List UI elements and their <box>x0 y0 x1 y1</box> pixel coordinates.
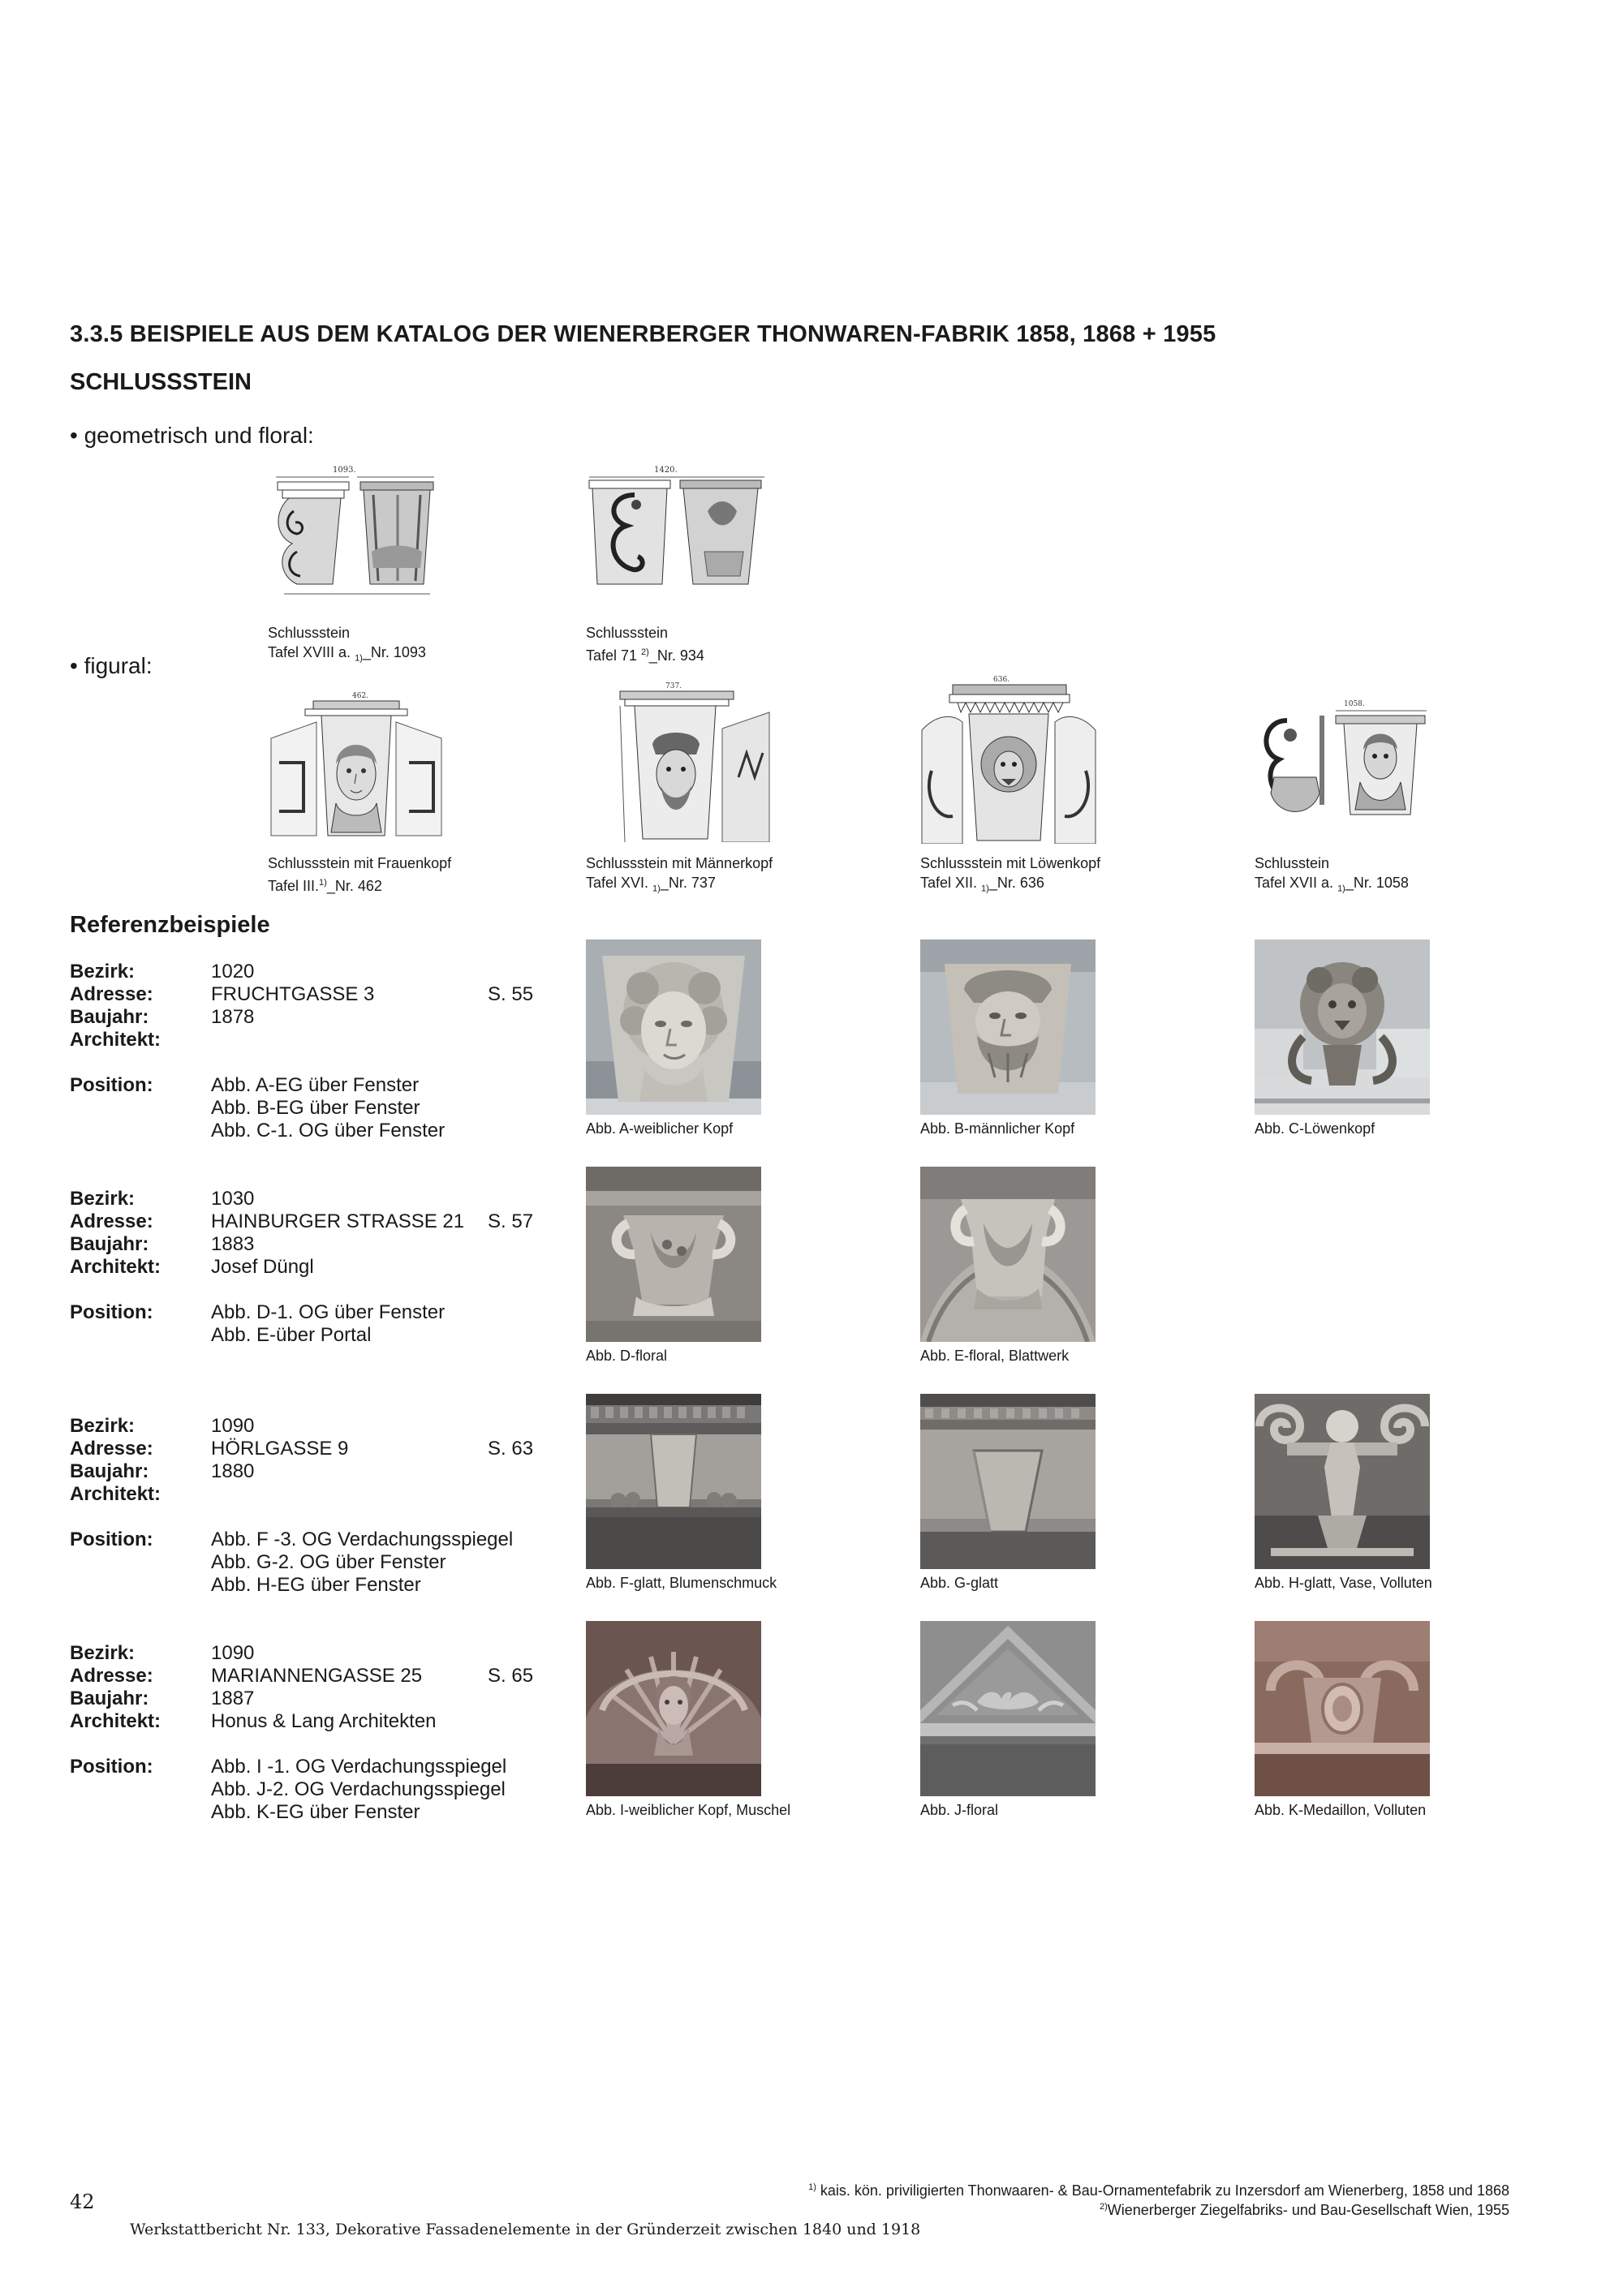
photo-a-female-head <box>586 939 761 1115</box>
photo-g-smooth <box>920 1394 1096 1569</box>
photo-caption: Abb. C-Löwenkopf <box>1255 1120 1375 1137</box>
adresse-label: Adresse: <box>70 983 153 1005</box>
catalog-caption: Schlussstein Tafel XVIII a. $_{1)}$_Nr. 1093 <box>268 625 426 664</box>
adresse-value: HAINBURGER STRASSE 21 <box>211 1210 465 1232</box>
page-ref: S. 63 <box>488 1438 534 1460</box>
catalog-caption: Schlussstein Tafel 71 $^{2)}$_Nr. 934 <box>586 625 704 664</box>
position-item: Abb. B-EG über Fenster <box>211 1097 420 1119</box>
position-item: Abb. C-1. OG über Fenster <box>211 1120 446 1142</box>
architekt-value: Honus & Lang Architekten <box>211 1710 437 1732</box>
photo-e-floral-foliage <box>920 1167 1096 1342</box>
page-ref: S. 57 <box>488 1210 534 1232</box>
catalog-sketch-1058 <box>1255 696 1430 826</box>
photo-caption: Abb. H-glatt, Vase, Volluten <box>1255 1575 1432 1591</box>
position-item: Abb. J-2. OG Verdachungsspiegel <box>211 1778 506 1800</box>
references-title: Referenzbeispiele <box>70 912 270 938</box>
plate-number-label: 737. <box>665 682 682 690</box>
bezirk-label: Bezirk: <box>70 961 136 982</box>
position-item: Abb. F -3. OG Verdachungsspiegel <box>211 1529 514 1550</box>
position-item: Abb. E-über Portal <box>211 1324 372 1346</box>
adresse-label: Adresse: <box>70 1438 153 1460</box>
bezirk-label: Bezirk: <box>70 1415 136 1437</box>
catalog-caption: Schlusstein Tafel XVII a. $_{1)}$_Nr. 1058 <box>1255 855 1409 894</box>
photo-caption: Abb. B-männlicher Kopf <box>920 1120 1075 1137</box>
footnote-2: $^{2)}$Wienerberger Ziegelfabriks- und Bau-Gesellschaft Wien, 1955 <box>1099 2202 1509 2218</box>
adresse-label: Adresse: <box>70 1665 153 1687</box>
adresse-value: FRUCHTGASSE 3 <box>211 983 375 1005</box>
baujahr-label: Baujahr: <box>70 1006 149 1028</box>
page-number: 42 <box>70 2191 95 2213</box>
plate-number-label: 1420. <box>654 466 678 475</box>
bezirk-value: 1030 <box>211 1188 255 1210</box>
plate-number-label: 1093. <box>333 466 356 475</box>
catalog-caption: Schlussstein mit Löwenkopf Tafel XII. $_{1)}$_Nr. 636 <box>920 855 1101 894</box>
photo-k-medallion-volutes <box>1255 1621 1430 1796</box>
position-item: Abb. H-EG über Fenster <box>211 1574 421 1596</box>
footnote-1: $^{1)}$ kais. kön. priviligierten Thonwaaren- & Bau-Ornamentefabrik zu Inzersdorf am Wienerberg, 1858 und 1868 <box>808 2182 1509 2199</box>
adresse-label: Adresse: <box>70 1210 153 1232</box>
architekt-value: Josef Düngl <box>211 1256 314 1278</box>
baujahr-value: 1883 <box>211 1233 255 1255</box>
architekt-label: Architekt: <box>70 1483 161 1505</box>
adresse-value: MARIANNENGASSE 25 <box>211 1665 423 1687</box>
plate-number-label: 462. <box>352 692 369 700</box>
baujahr-label: Baujahr: <box>70 1460 149 1482</box>
position-label: Position: <box>70 1529 153 1550</box>
photo-i-female-head-shell <box>586 1621 761 1796</box>
baujahr-label: Baujahr: <box>70 1233 149 1255</box>
baujahr-value: 1880 <box>211 1460 255 1482</box>
position-item: Abb. I -1. OG Verdachungsspiegel <box>211 1756 507 1778</box>
catalog-sketch-636 <box>920 673 1097 844</box>
photo-h-smooth-vase-volutes <box>1255 1394 1430 1569</box>
photo-caption: Abb. I-weiblicher Kopf, Muschel <box>586 1802 791 1818</box>
footer-text: Werkstattbericht Nr. 133, Dekorative Fassadenelemente in der Gründerzeit zwischen 1840 und 1918 <box>130 2221 921 2238</box>
position-item: Abb. G-2. OG über Fenster <box>211 1551 446 1573</box>
architekt-label: Architekt: <box>70 1710 161 1732</box>
baujahr-label: Baujahr: <box>70 1688 149 1709</box>
bezirk-value: 1020 <box>211 961 255 982</box>
catalog-sketch-934 <box>586 462 766 592</box>
bullet-geometric: • geometrisch und floral: <box>70 423 314 448</box>
adresse-value: HÖRLGASSE 9 <box>211 1438 349 1460</box>
photo-caption: Abb. D-floral <box>586 1348 668 1364</box>
photo-c-lion-head <box>1255 939 1430 1115</box>
subsection-title: SCHLUSSSTEIN <box>70 369 252 395</box>
architekt-label: Architekt: <box>70 1029 161 1051</box>
position-label: Position: <box>70 1074 153 1096</box>
bezirk-value: 1090 <box>211 1415 255 1437</box>
position-item: Abb. A-EG über Fenster <box>211 1074 420 1096</box>
bezirk-label: Bezirk: <box>70 1642 136 1664</box>
photo-caption: Abb. J-floral <box>920 1802 999 1818</box>
baujahr-value: 1878 <box>211 1006 255 1028</box>
catalog-caption: Schlussstein mit Frauenkopf Tafel III.$^{1)}$_Nr. 462 <box>268 855 452 894</box>
photo-caption: Abb. G-glatt <box>920 1575 999 1591</box>
bullet-figural: • figural: <box>70 653 153 678</box>
architekt-label: Architekt: <box>70 1256 161 1278</box>
position-item: Abb. D-1. OG über Fenster <box>211 1301 446 1323</box>
photo-b-male-head <box>920 939 1096 1115</box>
photo-caption: Abb. F-glatt, Blumenschmuck <box>586 1575 777 1591</box>
photo-caption: Abb. A-weiblicher Kopf <box>586 1120 734 1137</box>
position-label: Position: <box>70 1301 153 1323</box>
bezirk-label: Bezirk: <box>70 1188 136 1210</box>
photo-f-smooth-flowers <box>586 1394 761 1569</box>
baujahr-value: 1887 <box>211 1688 255 1709</box>
photo-j-floral <box>920 1621 1096 1796</box>
bezirk-value: 1090 <box>211 1642 255 1664</box>
catalog-caption: Schlussstein mit Männerkopf Tafel XVI. $_{1)}$_Nr. 737 <box>586 855 773 894</box>
photo-caption: Abb. E-floral, Blattwerk <box>920 1348 1070 1364</box>
plate-number-label: 636. <box>993 676 1010 684</box>
catalog-sketch-737 <box>617 680 771 842</box>
page-ref: S. 65 <box>488 1665 534 1687</box>
section-title: 3.3.5 BEISPIELE AUS DEM KATALOG DER WIENERBERGER THONWAREN-FABRIK 1858, 1868 + 1955 <box>70 321 1216 347</box>
photo-caption: Abb. K-Medaillon, Volluten <box>1255 1802 1427 1818</box>
position-item: Abb. K-EG über Fenster <box>211 1801 420 1823</box>
photo-d-floral <box>586 1167 761 1342</box>
catalog-sketch-462 <box>268 690 445 841</box>
page-ref: S. 55 <box>488 983 534 1005</box>
catalog-sketch-1093 <box>268 462 445 602</box>
plate-number-label: 1058. <box>1344 700 1365 708</box>
position-label: Position: <box>70 1756 153 1778</box>
